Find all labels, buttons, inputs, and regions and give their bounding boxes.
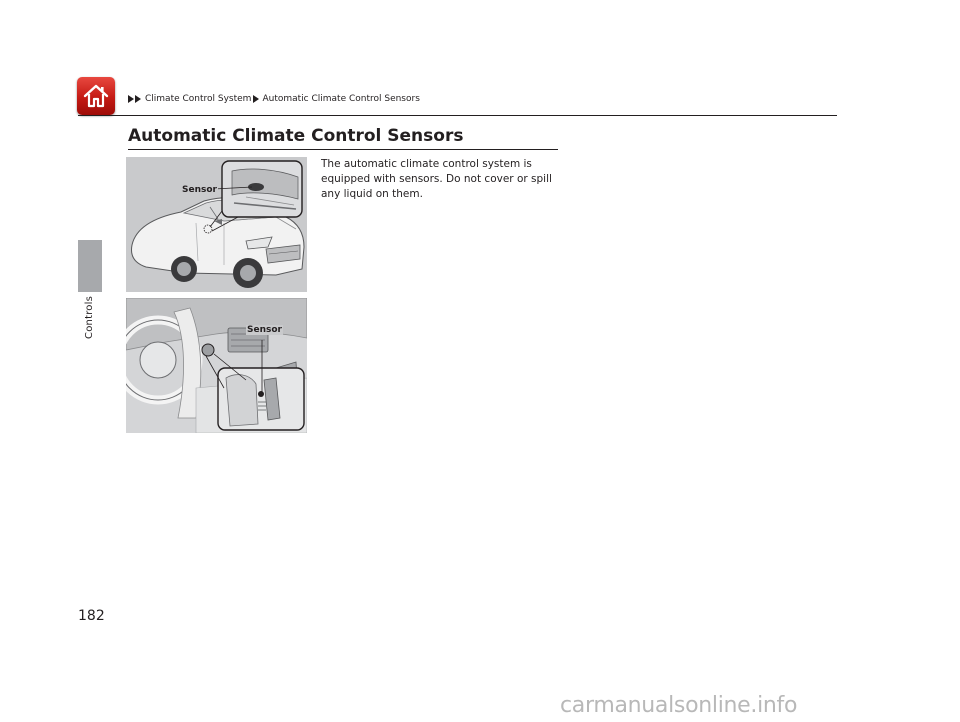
interior-sensor-callout: Sensor xyxy=(247,325,282,335)
side-tab-marker xyxy=(78,240,102,292)
header-divider xyxy=(78,115,837,116)
home-icon xyxy=(82,83,110,109)
page-number: 182 xyxy=(78,608,105,624)
home-button[interactable] xyxy=(77,77,115,115)
interior-sensor-illustration xyxy=(126,298,307,433)
page-title: Automatic Climate Control Sensors xyxy=(128,126,464,146)
body-text: The automatic climate control system is equipped with sensors. Do not cover or spill any liquid on them. xyxy=(321,158,552,200)
breadcrumb-item-automatic-climate-control-sensors: Automatic Climate Control Sensors xyxy=(262,94,420,104)
breadcrumb-item-climate-control-system[interactable]: Climate Control System xyxy=(145,94,252,104)
breadcrumb-arrow-icon xyxy=(128,95,142,103)
exterior-sensor-callout: Sensor xyxy=(182,185,217,195)
side-tab-label[interactable]: Controls xyxy=(84,296,95,339)
breadcrumb-separator-icon xyxy=(253,95,260,103)
exterior-sensor-illustration xyxy=(126,157,307,292)
breadcrumb xyxy=(128,94,420,104)
title-divider xyxy=(128,149,558,150)
watermark: carmanualsonline.info xyxy=(560,693,798,718)
